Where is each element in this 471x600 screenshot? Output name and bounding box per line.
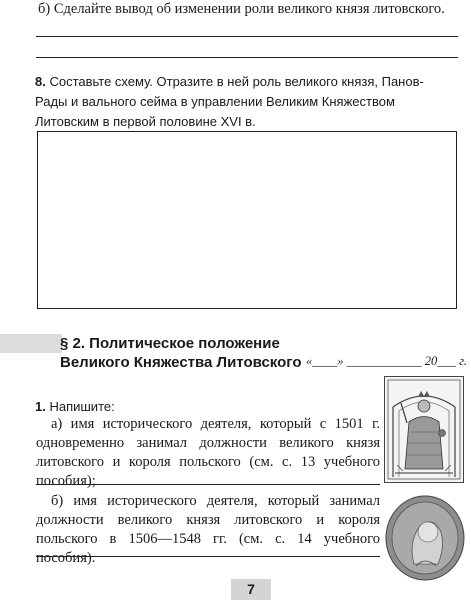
enthroned-king-engraving <box>385 377 463 482</box>
task-1-part-b: б) имя исторического деятеля, который занимал должности великого князя литовского и короля польского в 1506—1548 гг. (см. с. 14 учебного пособия). <box>36 493 380 566</box>
task-8-text: Составьте схему. Отразите в ней роль великого князя, Панов-Рады и вального сейма в управлении Великим Княжеством Литовским в первой половине XVI в. <box>35 74 424 129</box>
task-1-number: 1. <box>35 399 46 414</box>
section-title: § 2. Политическое положение Великого Княжества Литовского <box>60 335 302 371</box>
date-field[interactable]: «____» ____________ 20___ г. <box>306 354 467 368</box>
answer-line[interactable] <box>36 57 458 58</box>
task-7-part-b: б) Сделайте вывод об изменении роли великого князя литовского. <box>38 1 445 17</box>
coin-medal-icon <box>384 494 466 582</box>
scheme-drawing-area[interactable] <box>37 131 457 309</box>
task-8 <box>35 72 455 132</box>
king-portrait-illustration <box>384 376 464 483</box>
medal-portrait-illustration <box>384 494 466 582</box>
answer-line[interactable] <box>36 556 380 557</box>
answer-line[interactable] <box>36 484 380 485</box>
section-marker-bar <box>0 334 62 353</box>
task-8-number: 8. <box>35 74 46 89</box>
answer-line[interactable] <box>36 36 458 37</box>
task-1-heading <box>35 399 115 414</box>
page-number: 7 <box>247 581 255 597</box>
task-1-part-a: а) имя исторического деятеля, который с 1501 г. одновременно занимал должности великого князя литовского и короля польского (см. с. 13 учебного пособия); <box>36 416 380 489</box>
task-1-heading-text: Напишите: <box>45 399 115 414</box>
